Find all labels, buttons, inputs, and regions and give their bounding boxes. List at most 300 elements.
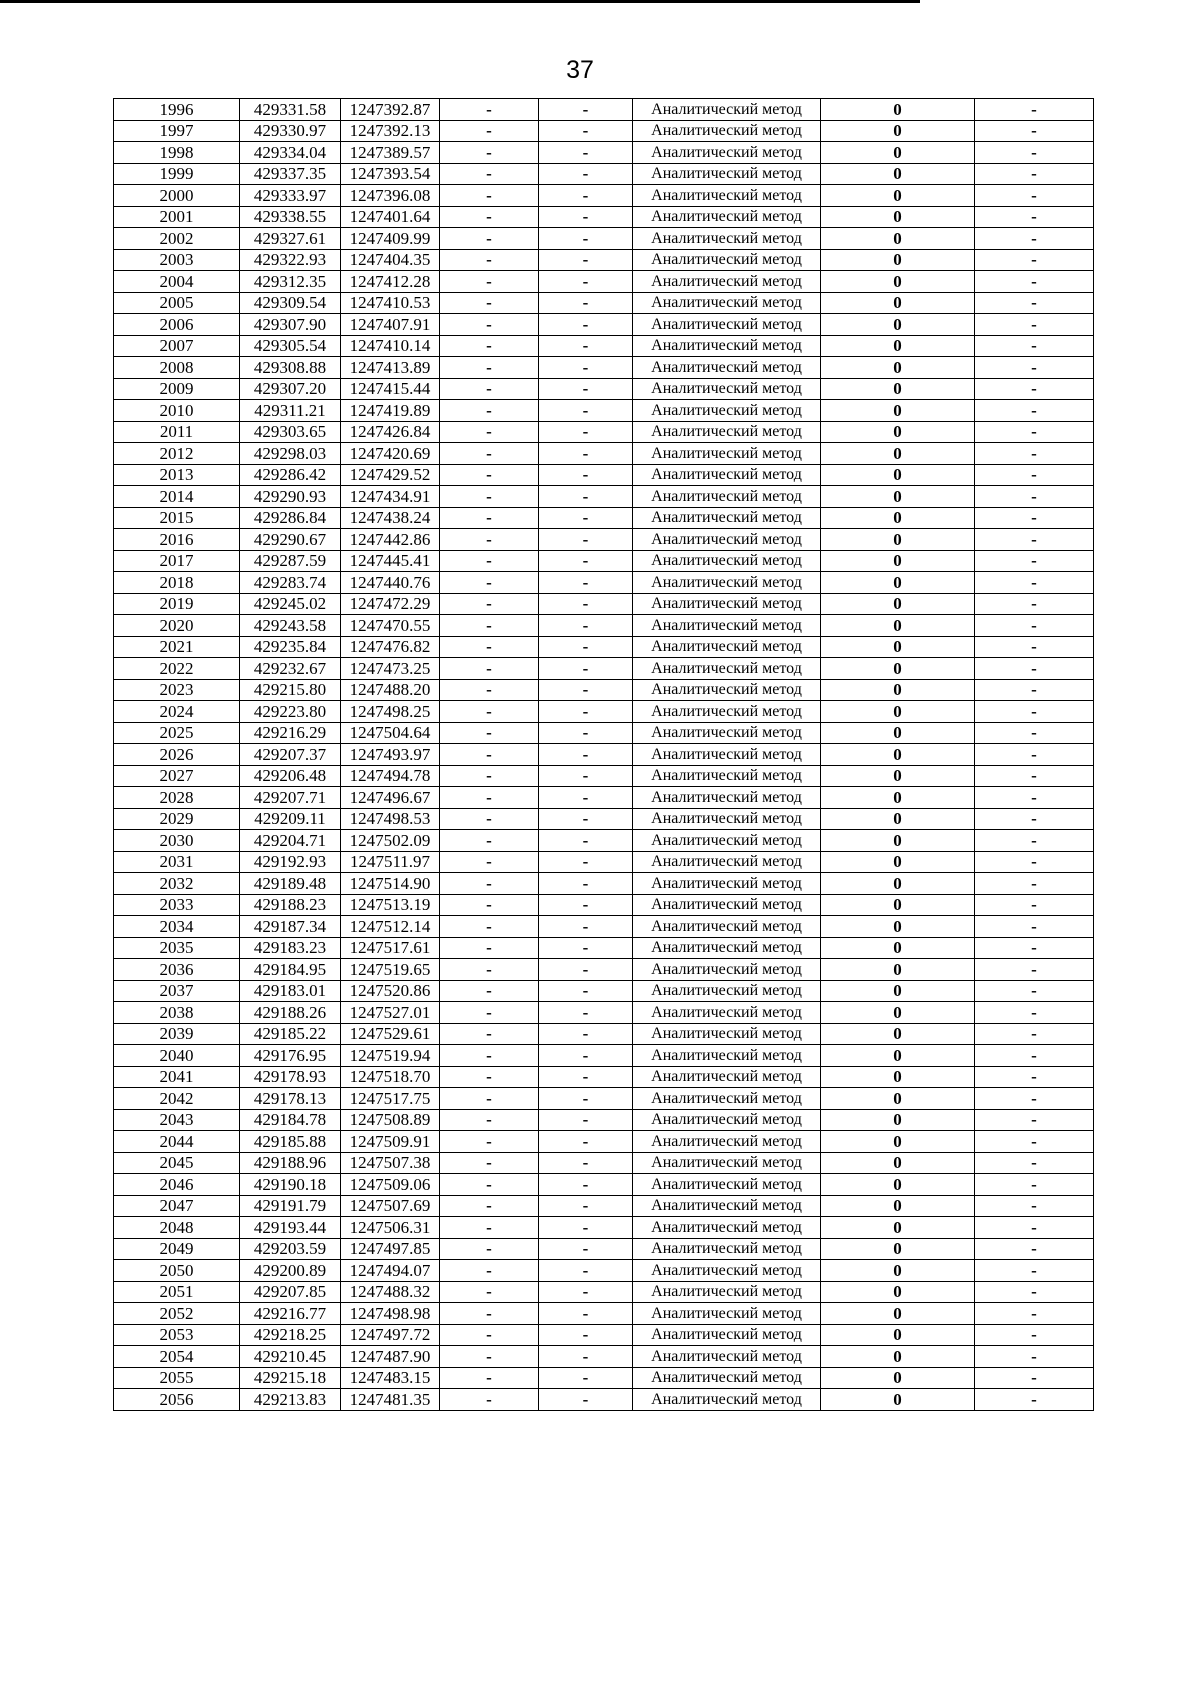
x-coordinate-cell: 429188.26 — [240, 1002, 341, 1024]
method-cell: Аналитический метод — [633, 1109, 821, 1131]
dash-cell: - — [975, 916, 1094, 938]
method-cell: Аналитический метод — [633, 206, 821, 228]
dash-cell: - — [440, 1324, 539, 1346]
method-cell: Аналитический метод — [633, 615, 821, 637]
dash-cell: - — [975, 550, 1094, 572]
x-coordinate-cell: 429207.85 — [240, 1281, 341, 1303]
point-number-cell: 1998 — [114, 142, 240, 164]
method-cell: Аналитический метод — [633, 959, 821, 981]
value-cell: 0 — [821, 550, 975, 572]
value-cell: 0 — [821, 1303, 975, 1325]
method-cell: Аналитический метод — [633, 314, 821, 336]
point-number-cell: 2051 — [114, 1281, 240, 1303]
method-cell: Аналитический метод — [633, 464, 821, 486]
dash-cell: - — [440, 1217, 539, 1239]
point-number-cell: 2030 — [114, 830, 240, 852]
dash-cell: - — [440, 722, 539, 744]
y-coordinate-cell: 1247392.87 — [341, 99, 440, 121]
dash-cell: - — [539, 1367, 633, 1389]
dash-cell: - — [975, 1002, 1094, 1024]
dash-cell: - — [975, 636, 1094, 658]
table-row — [114, 1174, 1094, 1196]
dash-cell: - — [539, 787, 633, 809]
table-row — [114, 163, 1094, 185]
point-number-cell: 2025 — [114, 722, 240, 744]
value-cell: 0 — [821, 980, 975, 1002]
dash-cell: - — [539, 1281, 633, 1303]
dash-cell: - — [440, 873, 539, 895]
point-number-cell: 2009 — [114, 378, 240, 400]
y-coordinate-cell: 1247497.72 — [341, 1324, 440, 1346]
table-row — [114, 206, 1094, 228]
dash-cell: - — [975, 99, 1094, 121]
dash-cell: - — [975, 808, 1094, 830]
dash-cell: - — [975, 443, 1094, 465]
dash-cell: - — [440, 1109, 539, 1131]
method-cell: Аналитический метод — [633, 1346, 821, 1368]
dash-cell: - — [975, 1109, 1094, 1131]
dash-cell: - — [539, 185, 633, 207]
dash-cell: - — [440, 400, 539, 422]
value-cell: 0 — [821, 1195, 975, 1217]
y-coordinate-cell: 1247517.61 — [341, 937, 440, 959]
dash-cell: - — [975, 507, 1094, 529]
method-cell: Аналитический метод — [633, 787, 821, 809]
point-number-cell: 2011 — [114, 421, 240, 443]
dash-cell: - — [440, 1131, 539, 1153]
dash-cell: - — [539, 873, 633, 895]
y-coordinate-cell: 1247498.98 — [341, 1303, 440, 1325]
dash-cell: - — [539, 271, 633, 293]
y-coordinate-cell: 1247507.69 — [341, 1195, 440, 1217]
x-coordinate-cell: 429331.58 — [240, 99, 341, 121]
dash-cell: - — [440, 378, 539, 400]
dash-cell: - — [975, 959, 1094, 981]
y-coordinate-cell: 1247493.97 — [341, 744, 440, 766]
x-coordinate-cell: 429206.48 — [240, 765, 341, 787]
x-coordinate-cell: 429286.84 — [240, 507, 341, 529]
method-cell: Аналитический метод — [633, 1324, 821, 1346]
value-cell: 0 — [821, 937, 975, 959]
value-cell: 0 — [821, 1066, 975, 1088]
dash-cell: - — [975, 185, 1094, 207]
dash-cell: - — [539, 292, 633, 314]
point-number-cell: 2042 — [114, 1088, 240, 1110]
dash-cell: - — [539, 314, 633, 336]
x-coordinate-cell: 429290.93 — [240, 486, 341, 508]
dash-cell: - — [440, 1088, 539, 1110]
dash-cell: - — [440, 421, 539, 443]
dash-cell: - — [440, 1152, 539, 1174]
dash-cell: - — [440, 357, 539, 379]
y-coordinate-cell: 1247487.90 — [341, 1346, 440, 1368]
x-coordinate-cell: 429190.18 — [240, 1174, 341, 1196]
point-number-cell: 2005 — [114, 292, 240, 314]
dash-cell: - — [975, 1088, 1094, 1110]
table-row — [114, 572, 1094, 594]
dash-cell: - — [539, 507, 633, 529]
dash-cell: - — [539, 593, 633, 615]
value-cell: 0 — [821, 486, 975, 508]
dash-cell: - — [975, 1045, 1094, 1067]
dash-cell: - — [440, 615, 539, 637]
table-row — [114, 314, 1094, 336]
y-coordinate-cell: 1247429.52 — [341, 464, 440, 486]
point-number-cell: 2050 — [114, 1260, 240, 1282]
x-coordinate-cell: 429176.95 — [240, 1045, 341, 1067]
dash-cell: - — [440, 507, 539, 529]
y-coordinate-cell: 1247509.91 — [341, 1131, 440, 1153]
dash-cell: - — [539, 1260, 633, 1282]
value-cell: 0 — [821, 185, 975, 207]
dash-cell: - — [539, 1152, 633, 1174]
dash-cell: - — [440, 249, 539, 271]
dash-cell: - — [975, 1238, 1094, 1260]
table-row — [114, 679, 1094, 701]
dash-cell: - — [975, 593, 1094, 615]
dash-cell: - — [975, 1217, 1094, 1239]
method-cell: Аналитический метод — [633, 679, 821, 701]
table-row — [114, 550, 1094, 572]
value-cell: 0 — [821, 228, 975, 250]
dash-cell: - — [440, 1281, 539, 1303]
dash-cell: - — [975, 464, 1094, 486]
value-cell: 0 — [821, 120, 975, 142]
dash-cell: - — [975, 1174, 1094, 1196]
value-cell: 0 — [821, 378, 975, 400]
method-cell: Аналитический метод — [633, 1238, 821, 1260]
x-coordinate-cell: 429178.13 — [240, 1088, 341, 1110]
dash-cell: - — [440, 163, 539, 185]
value-cell: 0 — [821, 658, 975, 680]
table-row — [114, 851, 1094, 873]
dash-cell: - — [975, 249, 1094, 271]
value-cell: 0 — [821, 679, 975, 701]
dash-cell: - — [975, 615, 1094, 637]
value-cell: 0 — [821, 808, 975, 830]
y-coordinate-cell: 1247413.89 — [341, 357, 440, 379]
dash-cell: - — [440, 228, 539, 250]
method-cell: Аналитический метод — [633, 400, 821, 422]
dash-cell: - — [440, 206, 539, 228]
dash-cell: - — [975, 1389, 1094, 1411]
dash-cell: - — [539, 615, 633, 637]
method-cell: Аналитический метод — [633, 937, 821, 959]
point-number-cell: 2010 — [114, 400, 240, 422]
dash-cell: - — [539, 1066, 633, 1088]
dash-cell: - — [539, 1045, 633, 1067]
table-row — [114, 593, 1094, 615]
dash-cell: - — [440, 830, 539, 852]
value-cell: 0 — [821, 1174, 975, 1196]
x-coordinate-cell: 429333.97 — [240, 185, 341, 207]
point-number-cell: 2017 — [114, 550, 240, 572]
dash-cell: - — [975, 314, 1094, 336]
x-coordinate-cell: 429338.55 — [240, 206, 341, 228]
table-row — [114, 357, 1094, 379]
value-cell: 0 — [821, 701, 975, 723]
y-coordinate-cell: 1247519.94 — [341, 1045, 440, 1067]
dash-cell: - — [975, 421, 1094, 443]
dash-cell: - — [440, 1346, 539, 1368]
table-row — [114, 873, 1094, 895]
x-coordinate-cell: 429215.80 — [240, 679, 341, 701]
dash-cell: - — [975, 357, 1094, 379]
value-cell: 0 — [821, 572, 975, 594]
value-cell: 0 — [821, 722, 975, 744]
table-row — [114, 937, 1094, 959]
dash-cell: - — [975, 1131, 1094, 1153]
value-cell: 0 — [821, 443, 975, 465]
method-cell: Аналитический метод — [633, 765, 821, 787]
point-number-cell: 2021 — [114, 636, 240, 658]
method-cell: Аналитический метод — [633, 701, 821, 723]
dash-cell: - — [440, 636, 539, 658]
method-cell: Аналитический метод — [633, 830, 821, 852]
dash-cell: - — [539, 1131, 633, 1153]
method-cell: Аналитический метод — [633, 292, 821, 314]
point-number-cell: 1996 — [114, 99, 240, 121]
value-cell: 0 — [821, 464, 975, 486]
table-row — [114, 765, 1094, 787]
x-coordinate-cell: 429243.58 — [240, 615, 341, 637]
table-row — [114, 271, 1094, 293]
y-coordinate-cell: 1247518.70 — [341, 1066, 440, 1088]
table-row — [114, 916, 1094, 938]
value-cell: 0 — [821, 830, 975, 852]
point-number-cell: 2022 — [114, 658, 240, 680]
table-row — [114, 1152, 1094, 1174]
dash-cell: - — [440, 572, 539, 594]
table-row — [114, 486, 1094, 508]
table-row — [114, 1131, 1094, 1153]
dash-cell: - — [975, 1303, 1094, 1325]
point-number-cell: 2015 — [114, 507, 240, 529]
method-cell: Аналитический метод — [633, 980, 821, 1002]
dash-cell: - — [539, 142, 633, 164]
y-coordinate-cell: 1247410.53 — [341, 292, 440, 314]
table-row — [114, 292, 1094, 314]
dash-cell: - — [975, 787, 1094, 809]
page-number: 37 — [566, 56, 594, 84]
method-cell: Аналитический метод — [633, 593, 821, 615]
point-number-cell: 2016 — [114, 529, 240, 551]
dash-cell: - — [440, 529, 539, 551]
value-cell: 0 — [821, 873, 975, 895]
y-coordinate-cell: 1247470.55 — [341, 615, 440, 637]
table-row — [114, 464, 1094, 486]
point-number-cell: 2037 — [114, 980, 240, 1002]
table-body — [114, 99, 1094, 1411]
dash-cell: - — [975, 744, 1094, 766]
value-cell: 0 — [821, 615, 975, 637]
table-row — [114, 99, 1094, 121]
x-coordinate-cell: 429216.29 — [240, 722, 341, 744]
y-coordinate-cell: 1247494.78 — [341, 765, 440, 787]
point-number-cell: 2000 — [114, 185, 240, 207]
x-coordinate-cell: 429290.67 — [240, 529, 341, 551]
dash-cell: - — [975, 1324, 1094, 1346]
x-coordinate-cell: 429185.22 — [240, 1023, 341, 1045]
value-cell: 0 — [821, 787, 975, 809]
value-cell: 0 — [821, 1023, 975, 1045]
x-coordinate-cell: 429245.02 — [240, 593, 341, 615]
method-cell: Аналитический метод — [633, 1174, 821, 1196]
table-row — [114, 507, 1094, 529]
x-coordinate-cell: 429210.45 — [240, 1346, 341, 1368]
y-coordinate-cell: 1247498.53 — [341, 808, 440, 830]
method-cell: Аналитический метод — [633, 529, 821, 551]
value-cell: 0 — [821, 1002, 975, 1024]
dash-cell: - — [440, 701, 539, 723]
table-row — [114, 1217, 1094, 1239]
dash-cell: - — [440, 486, 539, 508]
point-number-cell: 2056 — [114, 1389, 240, 1411]
x-coordinate-cell: 429183.01 — [240, 980, 341, 1002]
value-cell: 0 — [821, 1281, 975, 1303]
dash-cell: - — [975, 679, 1094, 701]
method-cell: Аналитический метод — [633, 1088, 821, 1110]
table-row — [114, 1109, 1094, 1131]
method-cell: Аналитический метод — [633, 1367, 821, 1389]
x-coordinate-cell: 429309.54 — [240, 292, 341, 314]
method-cell: Аналитический метод — [633, 120, 821, 142]
dash-cell: - — [975, 378, 1094, 400]
y-coordinate-cell: 1247509.06 — [341, 1174, 440, 1196]
method-cell: Аналитический метод — [633, 1303, 821, 1325]
x-coordinate-cell: 429235.84 — [240, 636, 341, 658]
method-cell: Аналитический метод — [633, 1195, 821, 1217]
dash-cell: - — [440, 120, 539, 142]
x-coordinate-cell: 429193.44 — [240, 1217, 341, 1239]
method-cell: Аналитический метод — [633, 163, 821, 185]
point-number-cell: 2028 — [114, 787, 240, 809]
table-row — [114, 744, 1094, 766]
dash-cell: - — [539, 980, 633, 1002]
method-cell: Аналитический метод — [633, 1066, 821, 1088]
dash-cell: - — [975, 1195, 1094, 1217]
table-row — [114, 808, 1094, 830]
value-cell: 0 — [821, 1088, 975, 1110]
y-coordinate-cell: 1247529.61 — [341, 1023, 440, 1045]
dash-cell: - — [539, 1023, 633, 1045]
value-cell: 0 — [821, 593, 975, 615]
dash-cell: - — [440, 787, 539, 809]
method-cell: Аналитический метод — [633, 507, 821, 529]
table-row — [114, 120, 1094, 142]
dash-cell: - — [975, 1281, 1094, 1303]
dash-cell: - — [539, 959, 633, 981]
method-cell: Аналитический метод — [633, 1002, 821, 1024]
value-cell: 0 — [821, 1217, 975, 1239]
point-number-cell: 1997 — [114, 120, 240, 142]
table-row — [114, 1281, 1094, 1303]
table-row — [114, 658, 1094, 680]
y-coordinate-cell: 1247404.35 — [341, 249, 440, 271]
dash-cell: - — [440, 271, 539, 293]
dash-cell: - — [975, 1260, 1094, 1282]
dash-cell: - — [975, 271, 1094, 293]
point-number-cell: 2055 — [114, 1367, 240, 1389]
dash-cell: - — [440, 1023, 539, 1045]
y-coordinate-cell: 1247511.97 — [341, 851, 440, 873]
value-cell: 0 — [821, 421, 975, 443]
y-coordinate-cell: 1247527.01 — [341, 1002, 440, 1024]
dash-cell: - — [539, 765, 633, 787]
method-cell: Аналитический метод — [633, 1152, 821, 1174]
dash-cell: - — [440, 1238, 539, 1260]
point-number-cell: 2054 — [114, 1346, 240, 1368]
y-coordinate-cell: 1247438.24 — [341, 507, 440, 529]
y-coordinate-cell: 1247407.91 — [341, 314, 440, 336]
dash-cell: - — [975, 486, 1094, 508]
table-row — [114, 636, 1094, 658]
dash-cell: - — [975, 851, 1094, 873]
value-cell: 0 — [821, 1238, 975, 1260]
point-number-cell: 2008 — [114, 357, 240, 379]
table-row — [114, 529, 1094, 551]
point-number-cell: 2035 — [114, 937, 240, 959]
point-number-cell: 2014 — [114, 486, 240, 508]
value-cell: 0 — [821, 1346, 975, 1368]
dash-cell: - — [539, 421, 633, 443]
x-coordinate-cell: 429185.88 — [240, 1131, 341, 1153]
dash-cell: - — [975, 142, 1094, 164]
table-row — [114, 421, 1094, 443]
dash-cell: - — [975, 830, 1094, 852]
method-cell: Аналитический метод — [633, 916, 821, 938]
table-row — [114, 1346, 1094, 1368]
point-number-cell: 2047 — [114, 1195, 240, 1217]
value-cell: 0 — [821, 851, 975, 873]
x-coordinate-cell: 429184.78 — [240, 1109, 341, 1131]
value-cell: 0 — [821, 357, 975, 379]
dash-cell: - — [440, 894, 539, 916]
x-coordinate-cell: 429207.71 — [240, 787, 341, 809]
point-number-cell: 2045 — [114, 1152, 240, 1174]
x-coordinate-cell: 429303.65 — [240, 421, 341, 443]
dash-cell: - — [440, 765, 539, 787]
y-coordinate-cell: 1247497.85 — [341, 1238, 440, 1260]
y-coordinate-cell: 1247415.44 — [341, 378, 440, 400]
y-coordinate-cell: 1247472.29 — [341, 593, 440, 615]
value-cell: 0 — [821, 271, 975, 293]
dash-cell: - — [539, 937, 633, 959]
dash-cell: - — [975, 529, 1094, 551]
method-cell: Аналитический метод — [633, 1260, 821, 1282]
method-cell: Аналитический метод — [633, 378, 821, 400]
point-number-cell: 2012 — [114, 443, 240, 465]
dash-cell: - — [539, 249, 633, 271]
dash-cell: - — [440, 916, 539, 938]
method-cell: Аналитический метод — [633, 1217, 821, 1239]
method-cell: Аналитический метод — [633, 443, 821, 465]
dash-cell: - — [440, 744, 539, 766]
y-coordinate-cell: 1247508.89 — [341, 1109, 440, 1131]
dash-cell: - — [539, 1088, 633, 1110]
y-coordinate-cell: 1247520.86 — [341, 980, 440, 1002]
table-row — [114, 400, 1094, 422]
point-number-cell: 2052 — [114, 1303, 240, 1325]
table-row — [114, 787, 1094, 809]
method-cell: Аналитический метод — [633, 1023, 821, 1045]
dash-cell: - — [539, 550, 633, 572]
dash-cell: - — [539, 120, 633, 142]
dash-cell: - — [440, 937, 539, 959]
dash-cell: - — [975, 701, 1094, 723]
table-row — [114, 830, 1094, 852]
point-number-cell: 2026 — [114, 744, 240, 766]
